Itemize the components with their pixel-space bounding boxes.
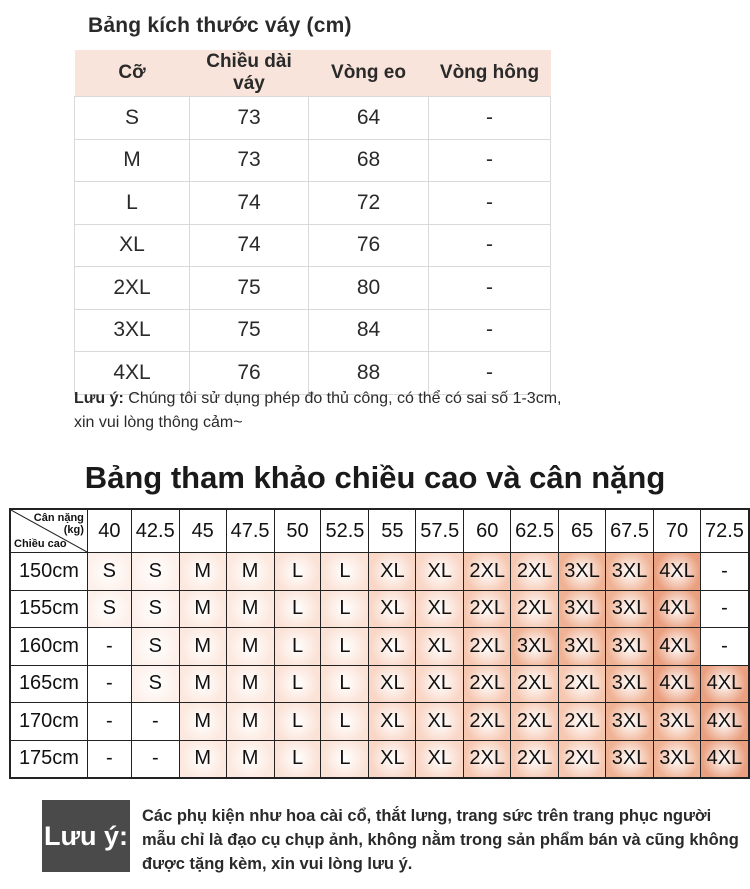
size-cell: 80 [309, 267, 429, 310]
height-label: 170cm [10, 703, 87, 741]
size-recommendation-cell: XL [416, 590, 464, 628]
reference-row [10, 740, 749, 778]
size-recommendation-cell: 3XL [559, 628, 606, 666]
size-row [75, 309, 551, 352]
size-recommendation-cell: 3XL [606, 628, 654, 666]
size-recommendation-cell: XL [369, 740, 416, 778]
size-cell: L [75, 182, 190, 225]
size-recommendation-cell: 4XL [654, 553, 701, 591]
size-cell: 3XL [75, 309, 190, 352]
size-cell: 84 [309, 309, 429, 352]
size-chart-body [75, 97, 551, 395]
size-recommendation-cell: - [131, 740, 179, 778]
size-cell: - [429, 352, 551, 395]
reference-chart-table [9, 508, 750, 779]
size-recommendation-cell: XL [369, 628, 416, 666]
height-label: 165cm [10, 665, 87, 703]
size-recommendation-cell: 3XL [654, 740, 701, 778]
size-recommendation-cell: 2XL [559, 665, 606, 703]
size-recommendation-cell: - [700, 628, 749, 666]
reference-row [10, 665, 749, 703]
size-recommendation-cell: 3XL [511, 628, 559, 666]
reference-chart-title: Bảng tham khảo chiều cao và cân nặng [84, 460, 666, 495]
header-hip: Vòng hông [429, 50, 551, 97]
size-recommendation-cell: 2XL [511, 590, 559, 628]
size-recommendation-cell: 3XL [654, 703, 701, 741]
size-recommendation-cell: 3XL [606, 553, 654, 591]
size-cell: 76 [309, 224, 429, 267]
weight-header: 40 [87, 509, 131, 553]
size-recommendation-cell: M [179, 665, 226, 703]
reference-chart-body [10, 553, 749, 779]
size-cell: 88 [309, 352, 429, 395]
size-cell: - [429, 97, 551, 140]
size-recommendation-cell: M [179, 590, 226, 628]
size-cell: 75 [190, 309, 309, 352]
size-recommendation-cell: 4XL [700, 703, 749, 741]
reference-row [10, 553, 749, 591]
size-cell: - [429, 224, 551, 267]
size-recommendation-cell: 3XL [606, 665, 654, 703]
size-recommendation-cell: 4XL [700, 740, 749, 778]
size-recommendation-cell: 2XL [511, 703, 559, 741]
height-label: 150cm [10, 553, 87, 591]
size-recommendation-cell: 2XL [464, 740, 511, 778]
size-recommendation-cell: M [226, 553, 274, 591]
size-recommendation-cell: 4XL [654, 628, 701, 666]
measurement-note-text-2: xin vui lòng thông cảm~ [74, 414, 243, 431]
size-recommendation-cell: - [87, 628, 131, 666]
size-recommendation-cell: L [274, 665, 321, 703]
size-recommendation-cell: M [179, 740, 226, 778]
height-label: 160cm [10, 628, 87, 666]
size-recommendation-cell: 2XL [464, 665, 511, 703]
size-recommendation-cell: S [131, 590, 179, 628]
weight-header: 47.5 [226, 509, 274, 553]
size-recommendation-cell: - [700, 590, 749, 628]
size-recommendation-cell: 4XL [654, 665, 701, 703]
size-recommendation-cell: 2XL [464, 553, 511, 591]
size-recommendation-cell: S [87, 590, 131, 628]
size-cell: M [75, 139, 190, 182]
weight-header: 42.5 [131, 509, 179, 553]
size-recommendation-cell: S [131, 665, 179, 703]
size-recommendation-cell: XL [416, 703, 464, 741]
reference-row [10, 703, 749, 741]
size-cell: - [429, 139, 551, 182]
size-cell: 74 [190, 182, 309, 225]
size-recommendation-cell: M [179, 553, 226, 591]
size-recommendation-cell: L [321, 740, 369, 778]
size-cell: 73 [190, 97, 309, 140]
size-cell: 73 [190, 139, 309, 182]
size-recommendation-cell: L [321, 665, 369, 703]
measurement-note-text: Chúng tôi sử dụng phép đo thủ công, có thể có sai số 1-3cm, [128, 390, 562, 407]
weight-header: 60 [464, 509, 511, 553]
header-size: Cỡ [75, 50, 190, 97]
size-recommendation-cell: - [131, 703, 179, 741]
weight-header: 67.5 [606, 509, 654, 553]
size-cell: XL [75, 224, 190, 267]
size-cell: 76 [190, 352, 309, 395]
size-recommendation-cell: 4XL [654, 590, 701, 628]
size-cell: S [75, 97, 190, 140]
size-recommendation-cell: M [226, 665, 274, 703]
weight-header: 55 [369, 509, 416, 553]
size-recommendation-cell: S [131, 628, 179, 666]
footer-note-label: Lưu ý: [42, 800, 130, 872]
corner-cell [10, 509, 87, 553]
size-recommendation-cell: XL [369, 703, 416, 741]
size-recommendation-cell: 2XL [464, 703, 511, 741]
size-chart-table [74, 50, 551, 395]
size-recommendation-cell: - [700, 553, 749, 591]
size-recommendation-cell: L [274, 703, 321, 741]
weight-header: 72.5 [700, 509, 749, 553]
size-cell: 72 [309, 182, 429, 225]
size-row [75, 139, 551, 182]
size-row [75, 224, 551, 267]
size-recommendation-cell: L [321, 590, 369, 628]
size-recommendation-cell: L [274, 590, 321, 628]
size-row [75, 97, 551, 140]
size-cell: 64 [309, 97, 429, 140]
corner-weight-label: Cân nặng (kg) [33, 512, 84, 536]
size-cell: - [429, 267, 551, 310]
reference-row [10, 628, 749, 666]
size-recommendation-cell: L [321, 553, 369, 591]
size-recommendation-cell: 4XL [700, 665, 749, 703]
size-recommendation-cell: - [87, 665, 131, 703]
size-recommendation-cell: 3XL [606, 703, 654, 741]
size-recommendation-cell: XL [416, 665, 464, 703]
header-waist: Vòng eo [309, 50, 429, 97]
size-recommendation-cell: - [87, 703, 131, 741]
size-cell: 2XL [75, 267, 190, 310]
size-recommendation-cell: XL [416, 740, 464, 778]
size-recommendation-cell: L [321, 703, 369, 741]
size-recommendation-cell: L [274, 553, 321, 591]
weight-header: 62.5 [511, 509, 559, 553]
size-recommendation-cell: 2XL [511, 665, 559, 703]
weight-header: 45 [179, 509, 226, 553]
size-recommendation-cell: M [226, 740, 274, 778]
size-cell: 68 [309, 139, 429, 182]
weight-header: 57.5 [416, 509, 464, 553]
size-row [75, 182, 551, 225]
size-row [75, 267, 551, 310]
size-recommendation-cell: XL [416, 628, 464, 666]
header-length: Chiều dài váy [190, 50, 309, 97]
footer-note-text: Các phụ kiện như hoa cài cổ, thắt lưng, trang sức trên trang phục người mẫu chỉ là đạo cụ chụp ảnh, không nằm trong sản phẩm bán và cũng không được tặng kèm, xin vui lòng lưu ý. [142, 807, 739, 873]
size-recommendation-cell: M [179, 628, 226, 666]
size-recommendation-cell: L [321, 628, 369, 666]
reference-row [10, 590, 749, 628]
size-recommendation-cell: XL [369, 665, 416, 703]
size-recommendation-cell: S [87, 553, 131, 591]
size-recommendation-cell: 2XL [559, 740, 606, 778]
size-recommendation-cell: M [179, 703, 226, 741]
size-recommendation-cell: 2XL [464, 628, 511, 666]
size-recommendation-cell: 2XL [511, 740, 559, 778]
height-label: 155cm [10, 590, 87, 628]
weight-header: 70 [654, 509, 701, 553]
size-recommendation-cell: L [274, 740, 321, 778]
size-recommendation-cell: 2XL [511, 553, 559, 591]
weight-header: 50 [274, 509, 321, 553]
weight-header: 52.5 [321, 509, 369, 553]
size-recommendation-cell: L [274, 628, 321, 666]
reference-header-row [10, 509, 749, 553]
size-recommendation-cell: M [226, 628, 274, 666]
size-recommendation-cell: 3XL [606, 740, 654, 778]
size-cell: 4XL [75, 352, 190, 395]
size-recommendation-cell: 3XL [606, 590, 654, 628]
weight-header: 65 [559, 509, 606, 553]
measurement-note-label: Lưu ý: [74, 390, 124, 407]
measurement-note [74, 387, 561, 435]
size-recommendation-cell: S [131, 553, 179, 591]
size-recommendation-cell: 2XL [464, 590, 511, 628]
size-recommendation-cell: 3XL [559, 590, 606, 628]
height-label: 175cm [10, 740, 87, 778]
size-recommendation-cell: - [87, 740, 131, 778]
size-recommendation-cell: M [226, 590, 274, 628]
size-cell: - [429, 182, 551, 225]
size-recommendation-cell: XL [369, 553, 416, 591]
size-cell: - [429, 309, 551, 352]
size-recommendation-cell: 3XL [559, 553, 606, 591]
size-chart-header-row [75, 50, 551, 97]
corner-height-label: Chiều cao [14, 538, 67, 550]
size-cell: 74 [190, 224, 309, 267]
size-recommendation-cell: 2XL [559, 703, 606, 741]
size-cell: 75 [190, 267, 309, 310]
size-recommendation-cell: XL [369, 590, 416, 628]
size-chart-title: Bảng kích thước váy (cm) [88, 14, 352, 37]
size-recommendation-cell: M [226, 703, 274, 741]
size-recommendation-cell: XL [416, 553, 464, 591]
